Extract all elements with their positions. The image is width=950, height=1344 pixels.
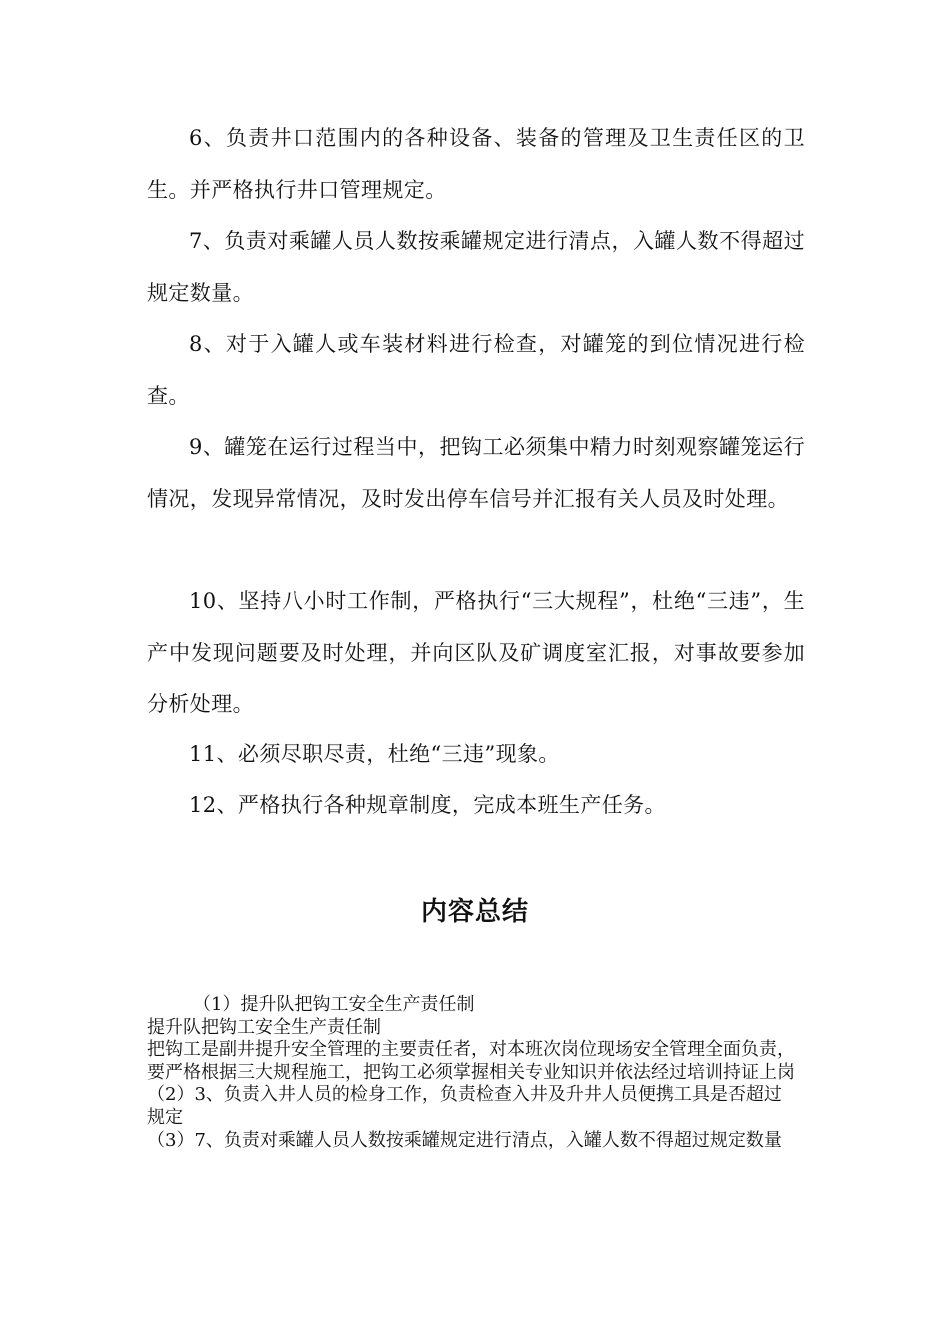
summary-line: （2）3、负责入井人员的检身工作，负责检查入井及升井人员便携工具是否超过规定 bbox=[147, 1084, 782, 1128]
duty-item-11: 11、必须尽职尽责，杜绝“三违”现象。 bbox=[189, 742, 560, 766]
duty-item-12: 12、严格执行各种规章制度，完成本班生产任务。 bbox=[189, 793, 666, 817]
duty-item-9: 9、罐笼在运行过程当中，把钩工必须集中精力时刻观察罐笼运行情况，发现异常情况，及时发出停车信号并汇报有关人员及时处理。 bbox=[147, 435, 805, 511]
summary-line: （3）7、负责对乘罐人员人数按乘罐规定进行清点，入罐人数不得超过规定数量 bbox=[147, 1129, 782, 1151]
duty-item-8: 8、对于入罐人或车装材料进行检查，对罐笼的到位情况进行检查。 bbox=[147, 332, 805, 408]
summary-block bbox=[147, 994, 797, 1152]
summary-line: 提升队把钩工安全生产责任制 bbox=[147, 1016, 381, 1038]
duty-item-7: 7、负责对乘罐人员人数按乘罐规定进行清点，入罐人数不得超过规定数量。 bbox=[147, 229, 805, 305]
duty-item-6: 6、负责井口范围内的各种设备、装备的管理及卫生责任区的卫生。并严格执行井口管理规定。 bbox=[147, 126, 805, 202]
summary-title: 内容总结 bbox=[420, 897, 529, 927]
summary-line: 把钩工是副井提升安全管理的主要责任者，对本班次岗位现场安全管理全面负责，要严格根据三大规程施工，把钩工必须掌握相关专业知识并依法经过培训持证上岗 bbox=[147, 1039, 795, 1083]
duty-item-10: 10、坚持八小时工作制，严格执行“三大规程”，杜绝“三违”，生产中发现问题要及时处理，并向区队及矿调度室汇报，对事故要参加分析处理。 bbox=[147, 589, 805, 716]
summary-line: （1）提升队把钩工安全生产责任制 bbox=[193, 994, 475, 1015]
